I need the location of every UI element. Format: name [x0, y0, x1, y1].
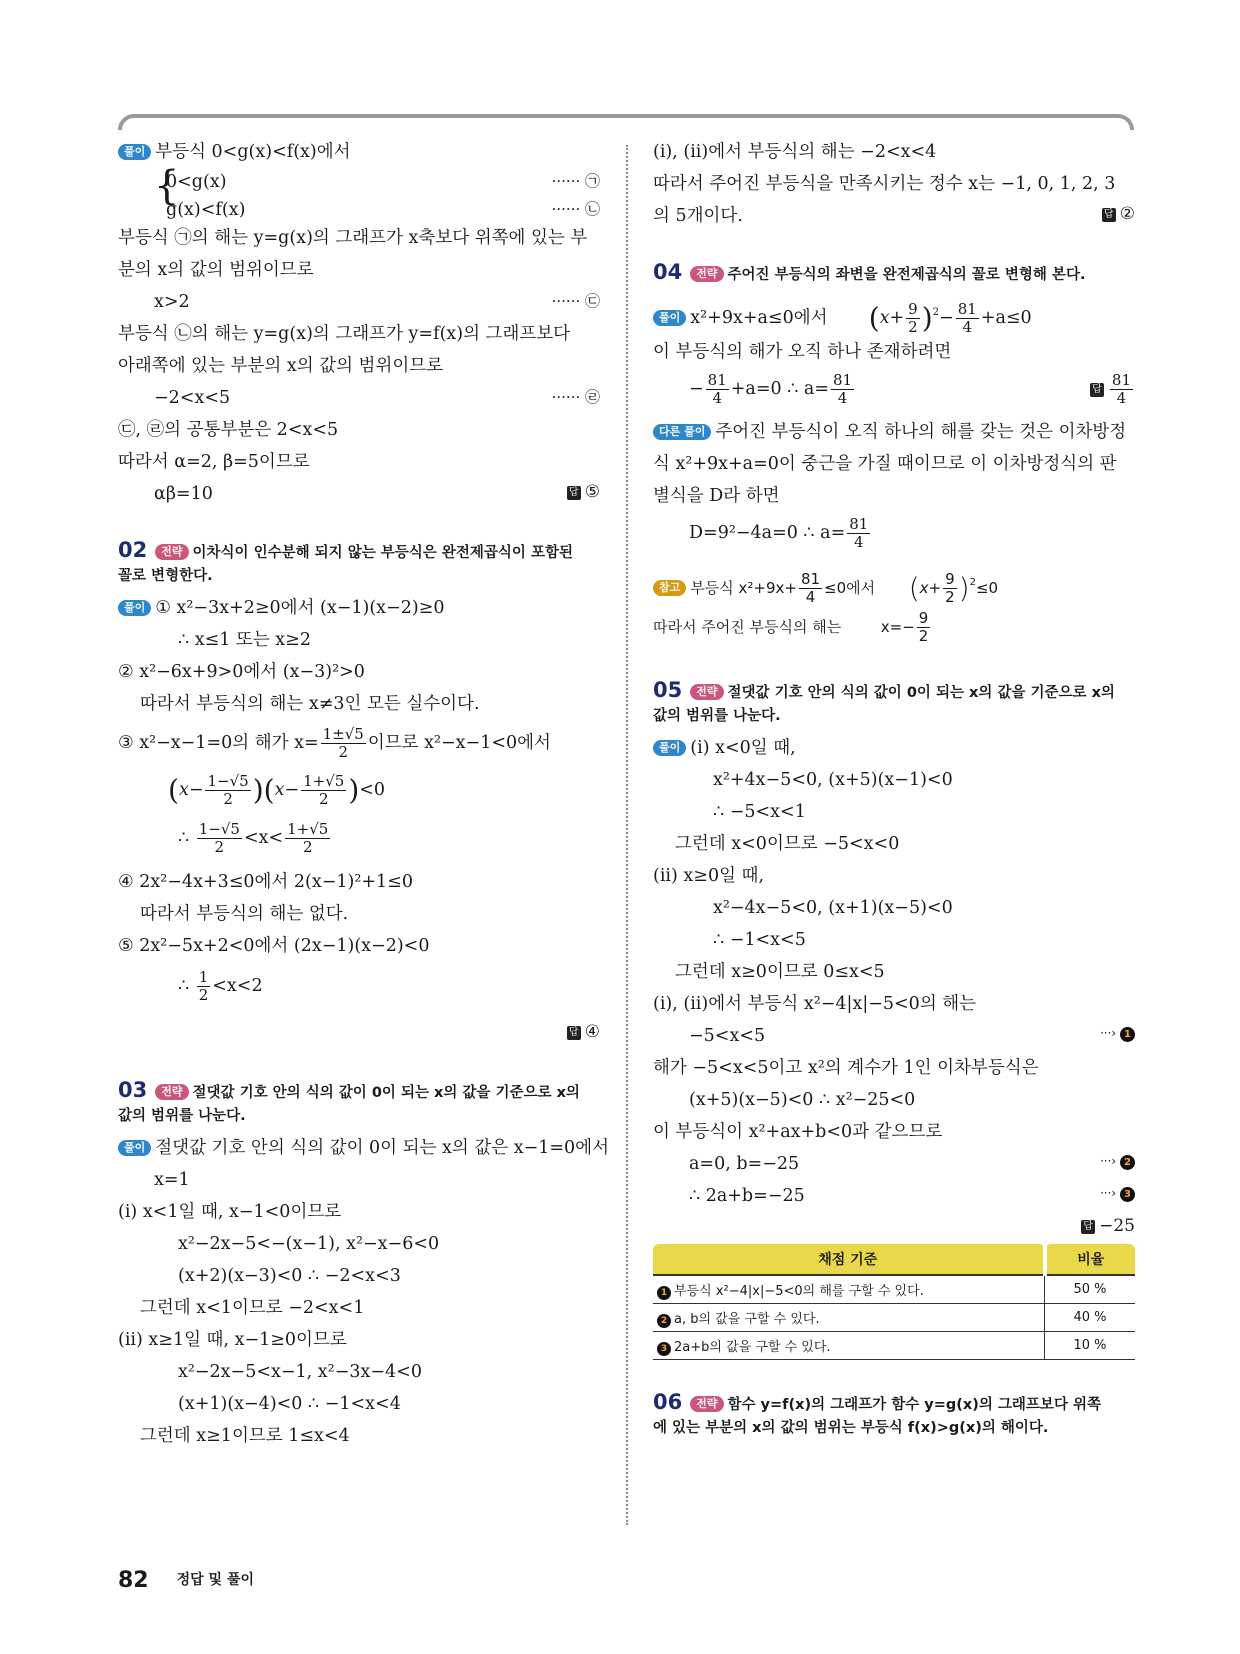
q01-system: { 0<g(x) ······ ㉠ g(x)<f(x) ······ ㉡	[154, 163, 600, 220]
q06-header: 06 전략 함수 y=f(x)의 그래프가 함수 y=g(x)의 그래프보다 위쪽	[653, 1390, 1102, 1414]
strategy-badge: 전략	[690, 684, 723, 700]
table-header-criterion: 채점 기준	[653, 1244, 1045, 1275]
q02-step5-result: ∴ $\frac{1}{2}$ <x<2	[178, 968, 263, 1004]
answer-icon: 답	[1081, 1220, 1095, 1234]
solution-badge: 풀이	[118, 600, 151, 616]
column-divider	[626, 145, 628, 1525]
strategy-badge: 전략	[155, 544, 188, 560]
step-marker-3: ···› 3	[1100, 1186, 1135, 1202]
table-row: 3 2a+b의 값을 구할 수 있다. 10 %	[653, 1332, 1135, 1360]
solution-badge: 풀이	[653, 310, 686, 326]
q04-discriminant: D=9²−4a=0 ∴ a= $\frac{81}{4}$	[689, 515, 869, 551]
q02-factored: (x− $\frac{1-√5}{2}$ )(x− $\frac{1+√5}{2}$ )<0	[168, 772, 386, 808]
strategy-badge: 전략	[155, 1084, 188, 1100]
q05-header: 05 전략 절댓값 기호 안의 식의 값이 0이 되는 x의 값을 기준으로 x의	[653, 678, 1115, 702]
fraction: $\frac{1\pm√5}{2}$	[322, 725, 364, 761]
solution-badge: 풀이	[118, 144, 151, 160]
answer-icon: 답	[567, 1026, 581, 1040]
table-row: 1 부등식 x²−4|x|−5<0의 해를 구할 수 있다. 50 %	[653, 1275, 1135, 1304]
note-badge: 참고	[653, 580, 686, 596]
q04-note: 참고 부등식 x²+9x+ $\frac{81}{4}$ ≤0에서 (x+ $\frac{9}{2}$ )$^2$≤0	[653, 562, 998, 610]
answer-icon: 답	[567, 486, 581, 500]
page-top-border	[118, 114, 1134, 130]
strategy-badge: 전략	[690, 266, 723, 282]
q02-header: 02 전략 이차식이 인수분해 되지 않는 부등식은 완전제곱식이 포함된	[118, 538, 573, 562]
answer-icon: 답	[1090, 383, 1104, 397]
q02-step3: ③ x²−x−1=0의 해가 x= $\frac{1\pm√5}{2}$ 이므로 x²−x−1<0에서	[118, 725, 551, 761]
page-footer	[118, 1568, 254, 1593]
solution-badge: 풀이	[118, 1140, 151, 1156]
q04-note-result: 따라서 주어진 부등식의 해는 x=− $\frac{9}{2}$	[653, 609, 929, 645]
answer-mark: 답 $\frac{81}{4}$	[1090, 372, 1135, 407]
step-marker-2: ···› 2	[1100, 1154, 1135, 1170]
step-marker-1: ···› 1	[1100, 1026, 1135, 1042]
answer-mark: 답 ②	[1102, 204, 1135, 224]
table-row: 2 a, b의 값을 구할 수 있다. 40 %	[653, 1304, 1135, 1332]
q04-step1: 풀이 x²+9x+a≤0에서 (x+ $\frac{9}{2}$ )$^2$− $\frac{81}{4}$ +a≤0	[653, 292, 1032, 340]
q01-line: 풀이 부등식 0<g(x)<f(x)에서	[118, 140, 351, 164]
answer-mark: 답 ⑤	[567, 482, 600, 502]
footer-label: 정답 및 풀이	[176, 1572, 254, 1588]
q02-step3-result: ∴ $\frac{1-√5}{2}$ <x< $\frac{1+√5}{2}$	[178, 820, 329, 856]
answer-icon: 답	[1102, 208, 1116, 222]
q04-step3: − $\frac{81}{4}$ +a=0 ∴ a= $\frac{81}{4}$	[689, 371, 853, 407]
solution-badge: 풀이	[653, 740, 686, 756]
page-number: 82	[118, 1568, 149, 1593]
q03-header: 03 전략 절댓값 기호 안의 식의 값이 0이 되는 x의 값을 기준으로 x의	[118, 1078, 580, 1102]
brace-icon: {	[154, 163, 180, 209]
strategy-badge: 전략	[690, 1396, 723, 1412]
answer-mark: 답 ④	[567, 1022, 600, 1042]
table-header-rate: 비율	[1045, 1244, 1136, 1275]
grading-criteria-table	[653, 1244, 1135, 1360]
q04-header: 04 전략 주어진 부등식의 좌변을 완전제곱식의 꼴로 변형해 본다.	[653, 260, 1086, 284]
alt-solution-badge: 다른 풀이	[653, 424, 711, 440]
answer-mark: 답 −25	[1081, 1216, 1135, 1236]
